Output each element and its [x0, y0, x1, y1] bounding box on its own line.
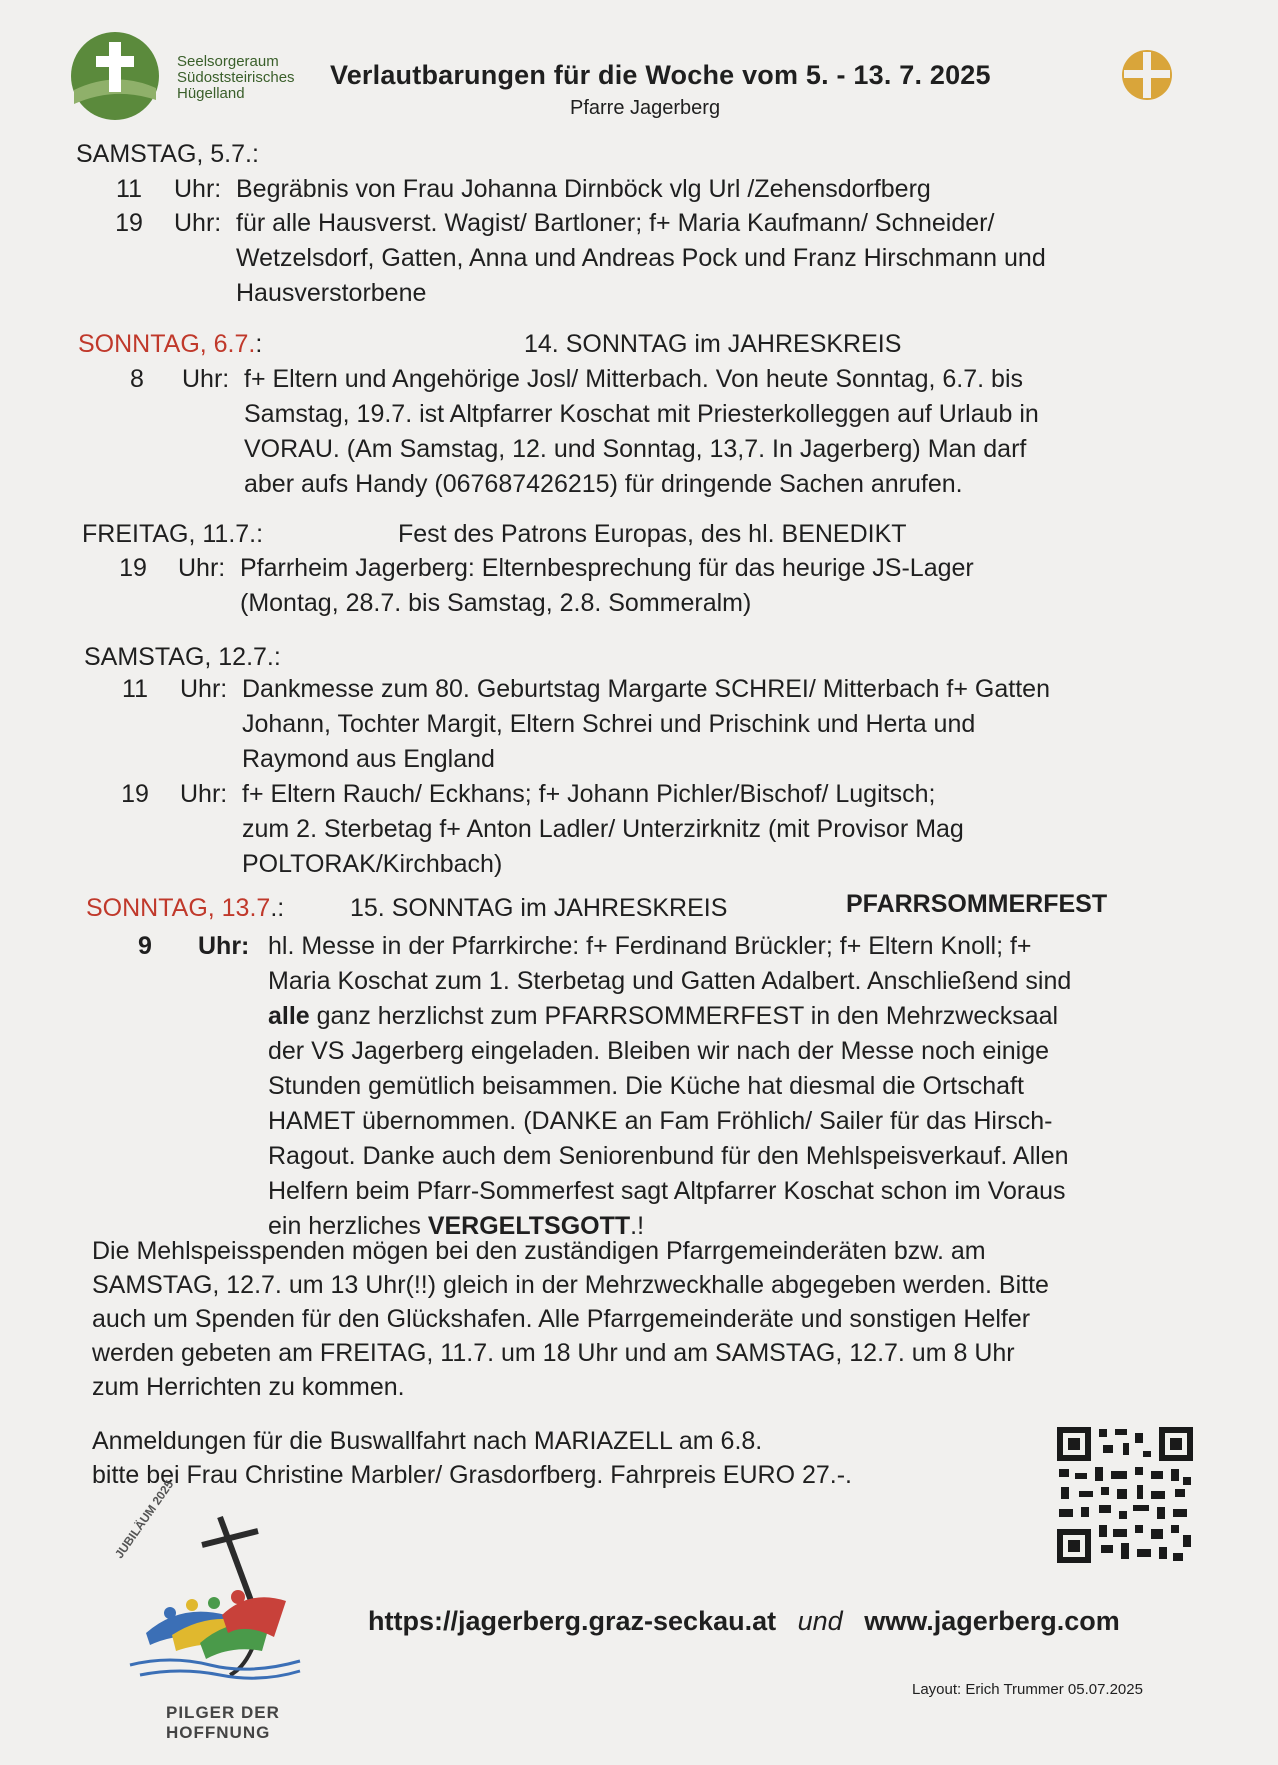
- entry-uhr: Uhr:: [182, 365, 230, 393]
- entry-text: Pfarrheim Jagerberg: Elternbesprechung für das heurige JS-Lager (Montag, 28.7. bis Samstag, 2.8. Sommeralm): [240, 554, 974, 617]
- organization-name: Seelsorgeraum Südoststeirisches Hügelland: [177, 53, 295, 102]
- pfarrsommerfest-label: PFARRSOMMERFEST: [846, 890, 1108, 918]
- day-heading-sat-5: SAMSTAG, 5.7.:: [76, 140, 259, 168]
- day-heading-sun-13: SONNTAG, 13.7.:: [86, 894, 285, 922]
- day-heading-sun-6: SONNTAG, 6.7.:: [78, 330, 263, 358]
- entry-text: Dankmesse zum 80. Geburtstag Margarte SCHREI/ Mitterbach f+ Gatten Johann, Tochter Margit, Eltern Schrei und Prischink und Herta und Raymond aus England: [242, 675, 1050, 773]
- pilgrims-of-hope-icon: [110, 1505, 340, 1735]
- notice-paragraph: Die Mehlspeisspenden mögen bei den zuständigen Pfarrgemeinderäten bzw. am SAMSTAG, 12.7. um 13 Uhr(!!) gleich in der Mehrzweckhalle abgegeben werden. Bitte auch um Spenden für den Glückshafen. Alle Pfarrgemeinderäte und sonstigen Helfer werden gebeten am FREITAG, 11.7. um 18 Uhr und am SAMSTAG, 12.7. um 8 Uhr zum Herrichten zu kommen.: [92, 1237, 1049, 1401]
- footer-links: [368, 1606, 1120, 1637]
- entry-uhr: Uhr:: [180, 675, 228, 703]
- entry-hour: 11: [116, 175, 142, 203]
- parish-link-graz-seckau[interactable]: https://jagerberg.graz-seckau.at: [368, 1606, 777, 1636]
- qr-code-icon[interactable]: [1055, 1425, 1195, 1565]
- seelsorgeraum-logo-icon: [70, 30, 160, 122]
- parish-link-jagerberg[interactable]: www.jagerberg.com: [864, 1606, 1120, 1636]
- entry-hour: 19: [119, 554, 147, 582]
- entry-uhr: Uhr:: [174, 175, 222, 203]
- entry-uhr: Uhr:: [198, 932, 250, 960]
- jubilee-year-label: JUBILÄUM 2025: [112, 1477, 177, 1562]
- page-subtitle: Pfarre Jagerberg: [570, 97, 721, 119]
- day-heading-fri-11: FREITAG, 11.7.:: [82, 520, 264, 548]
- jubilee-logo: [110, 1477, 340, 1742]
- entry-hour: 8: [130, 365, 144, 393]
- layout-credit: Layout: Erich Trummer 05.07.2025: [912, 1681, 1143, 1698]
- header: [70, 30, 1180, 130]
- entry-hour: 9: [138, 932, 152, 960]
- entry-text: für alle Hausverst. Wagist/ Bartloner; f+ Maria Kaufmann/ Schneider/ Wetzelsdorf, Gatten, Anna und Andreas Pock und Franz Hirschmann und Hausverstorbene: [236, 209, 1046, 307]
- link-separator: und: [797, 1606, 843, 1636]
- entry-text: f+ Eltern und Angehörige Josl/ Mitterbach. Von heute Sonntag, 6.7. bis Samstag, 19.7. ist Altpfarrer Koschat mit Priesterkolleggen auf Urlaub in VORAU. (Am Samstag, 12. und Sonntag, 13,7. In Jagerberg) Man darf aber aufs Handy (067687426215) für dringende Sachen anrufen.: [244, 365, 1039, 498]
- entry-text: Begräbnis von Frau Johanna Dirnböck vlg Url /Zehensdorfberg: [236, 175, 931, 203]
- entry-text: hl. Messe in der Pfarrkirche: f+ Ferdinand Brückler; f+ Eltern Knoll; f+ Maria Koschat zum 1. Sterbetag und Gatten Adalbert. Anschließend sind alle ganz herzlichst zum PFARRSOMMERFEST in den Mehrzwecksaal der VS Jagerberg eingeladen. Bleiben wir nach der Messe noch einige Stunden gemütlich beisammen. Die Küche hat diesmal die Ortschaft HAMET übernommen. (DANKE an Fam Fröhlich/ Sailer für das Hirsch- Ragout. Danke auch dem Seniorenbund für den Mehlspeisverkauf. Allen Helfern beim Pfarr-Sommerfest sagt Altpfarrer Koschat schon im Voraus ein herzliches VERGELTSGOTT.!: [268, 932, 1072, 1240]
- entry-hour: 19: [115, 209, 143, 237]
- pilgrimage-paragraph: Anmeldungen für die Buswallfahrt nach MARIAZELL am 6.8. bitte bei Frau Christine Marbler/ Grasdorfberg. Fahrpreis EURO 27.-.: [92, 1427, 852, 1489]
- entry-uhr: Uhr:: [174, 209, 222, 237]
- feast-sun-6: 14. SONNTAG im JAHRESKREIS: [524, 330, 902, 358]
- entry-text: f+ Eltern Rauch/ Eckhans; f+ Johann Pichler/Bischof/ Lugitsch; zum 2. Sterbetag f+ Anton Ladler/ Unterzirknitz (mit Provisor Mag POLTORAK/Kirchbach): [242, 780, 964, 878]
- entry-uhr: Uhr:: [178, 554, 226, 582]
- entry-hour: 19: [121, 780, 149, 808]
- day-heading-sat-12: SAMSTAG, 12.7.:: [84, 643, 281, 671]
- feast-sun-13: 15. SONNTAG im JAHRESKREIS: [350, 894, 728, 922]
- entry-uhr: Uhr:: [180, 780, 228, 808]
- page-title: Verlautbarungen für die Woche vom 5. - 13. 7. 2025: [330, 60, 991, 90]
- entry-hour: 11: [122, 675, 148, 703]
- cross-emblem-icon: [1120, 48, 1174, 102]
- feast-fri-11: Fest des Patrons Europas, des hl. BENEDIKT: [398, 520, 907, 548]
- jubilee-motto: PILGER DER HOFFNUNG: [166, 1703, 280, 1742]
